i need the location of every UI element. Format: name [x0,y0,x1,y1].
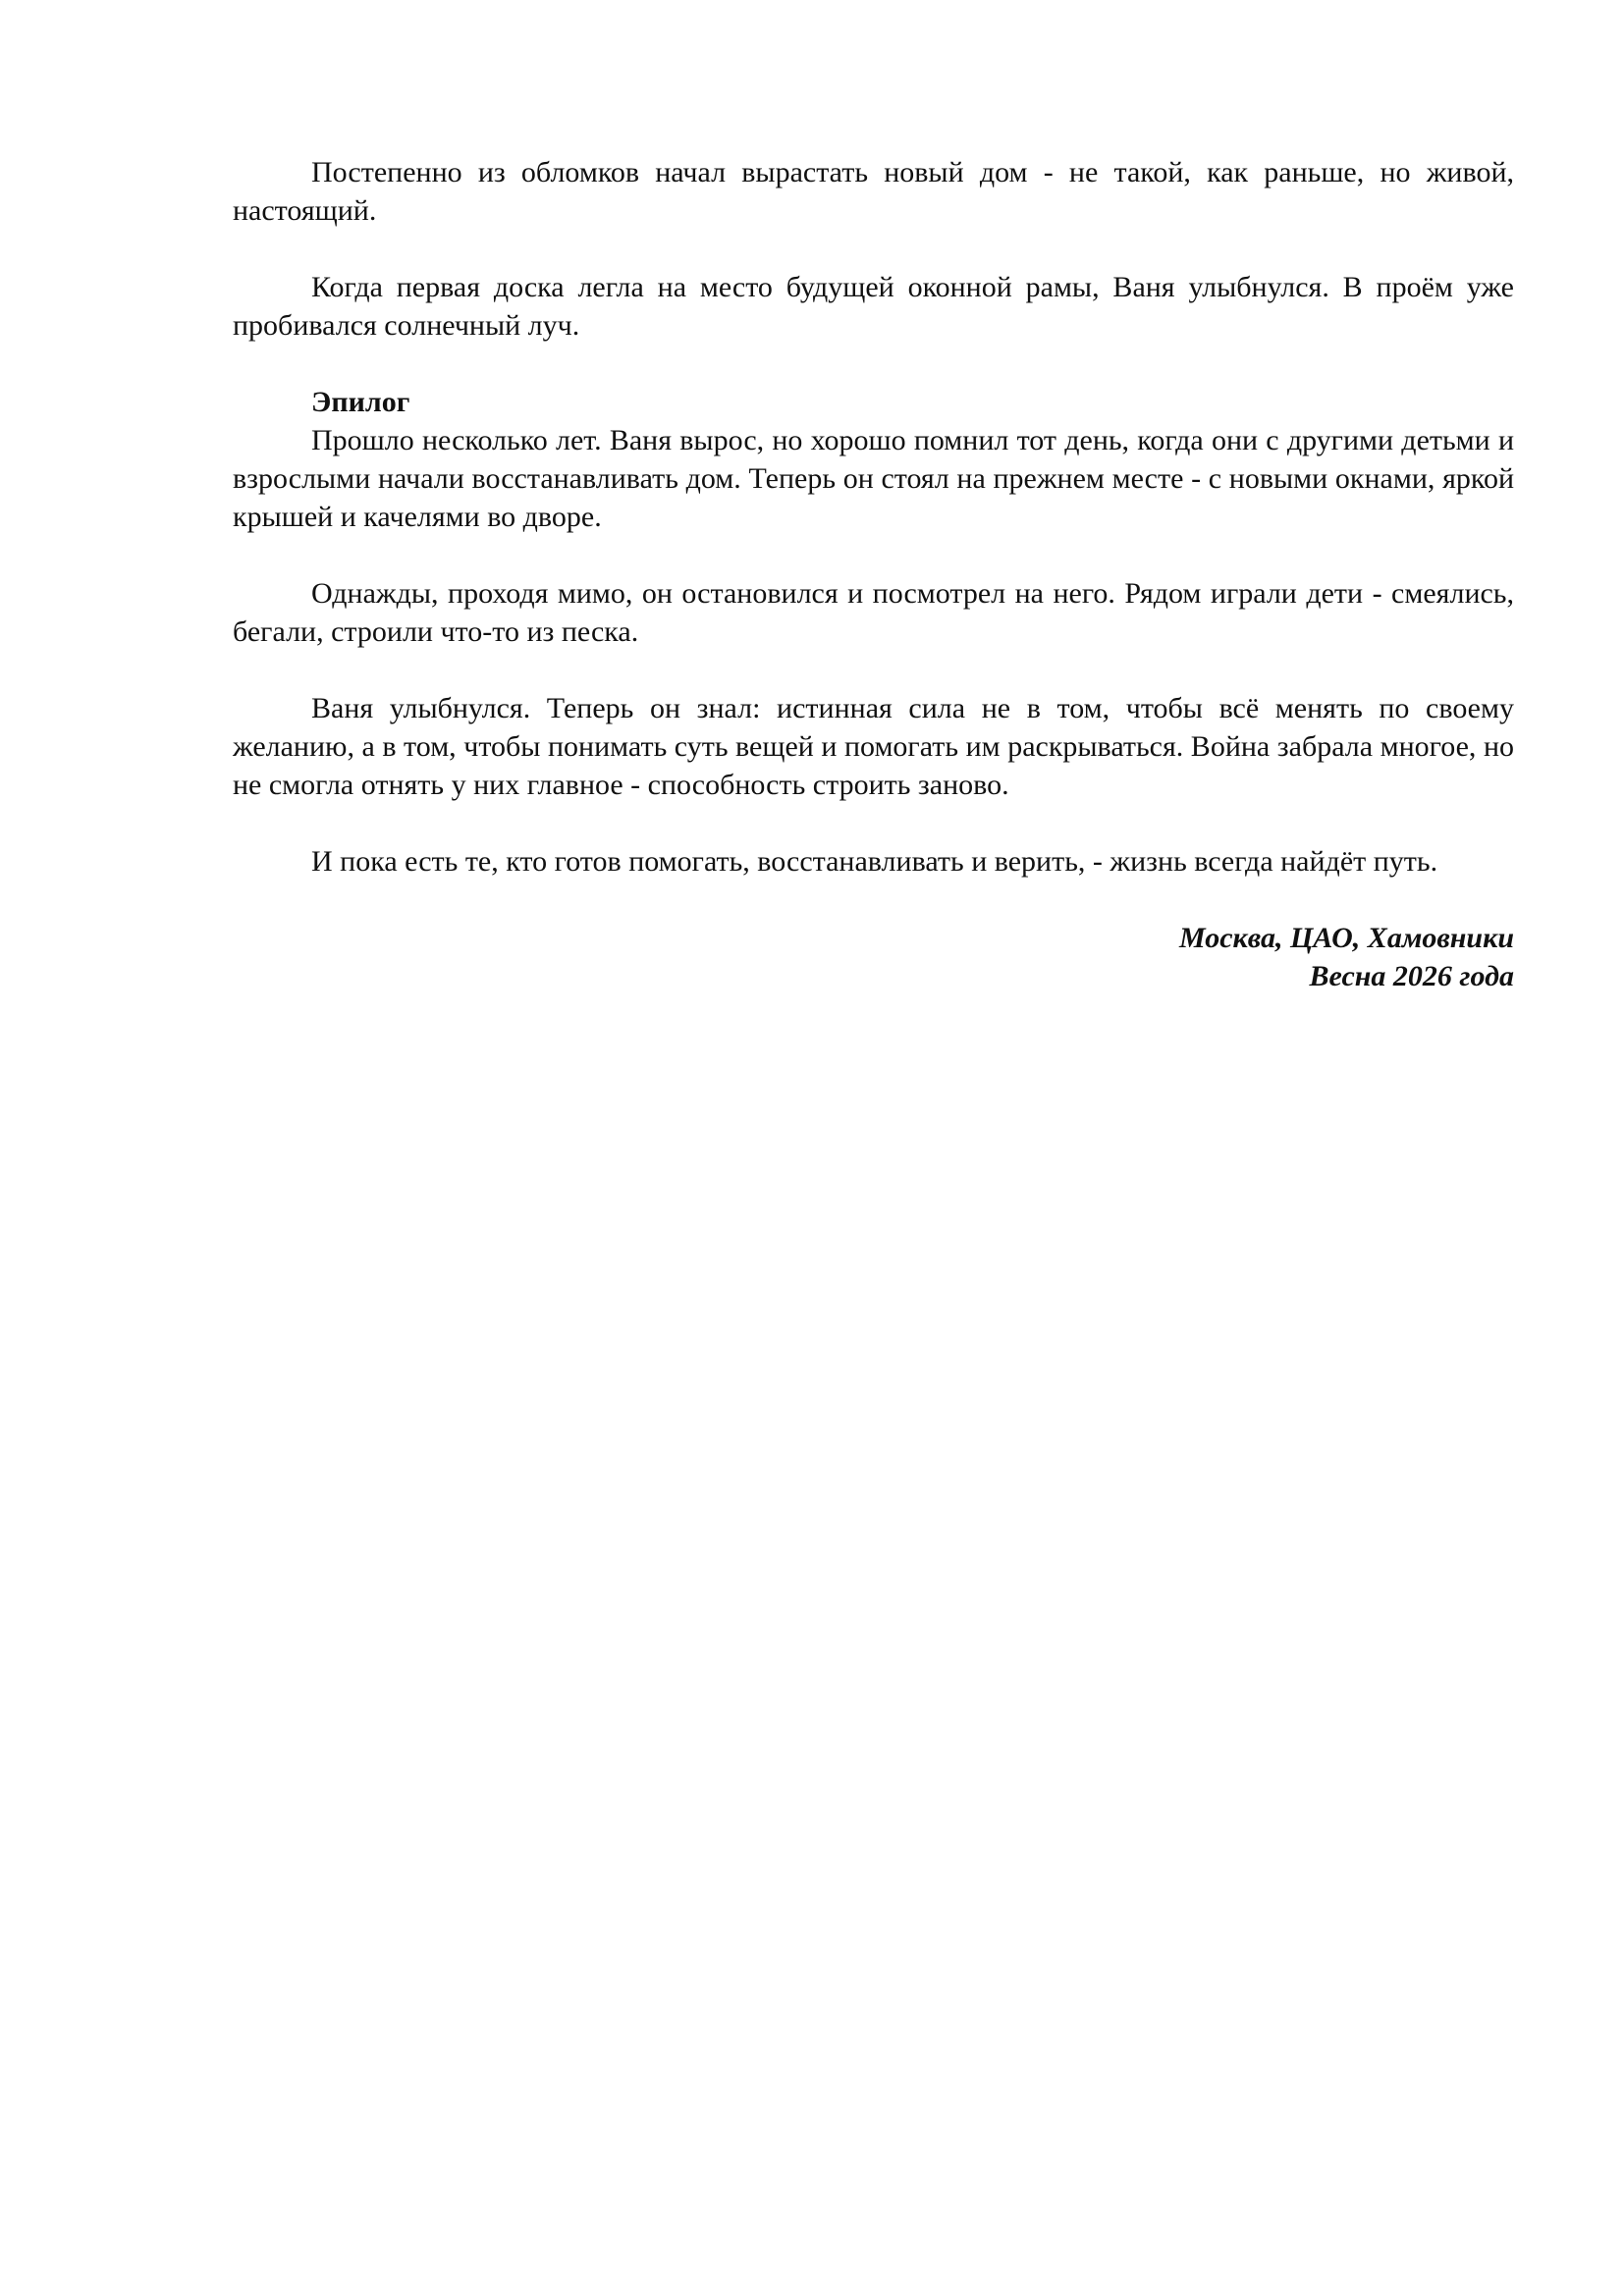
paragraph-spacer [233,804,1514,842]
paragraph: Ваня улыбнулся. Теперь он знал: истинная сила не в том, чтобы всё менять по своему желанию, а в том, чтобы понимать суть вещей и помогать им раскрываться. Война забрала многое, но не смогла отнять у них главное - способность строить заново. [233,692,1514,801]
document-body [233,153,1514,995]
paragraph-spacer [233,881,1514,919]
paragraph: Когда первая доска легла на место будущей оконной рамы, Ваня улыбнулся. В проём уже пробивался солнечный луч. [233,271,1514,342]
signature-place: Москва, ЦАО, Хамовники [1178,922,1514,954]
paragraph: Прошло несколько лет. Ваня вырос, но хорошо помнил тот день, когда они с другими детьми и взрослыми начали восстанавливать дом. Теперь он стоял на прежнем месте - с новыми окнами, яркой крышей и качелями во дворе. [233,424,1514,533]
paragraph: Постепенно из обломков начал вырастать новый дом - не такой, как раньше, но живой, настоящий. [233,156,1514,227]
epilogue-heading: Эпилог [311,386,410,418]
paragraph-spacer [233,230,1514,268]
signature-date: Весна 2026 года [1309,960,1514,992]
paragraph-spacer [233,345,1514,383]
paragraph: И пока есть те, кто готов помогать, восстанавливать и верить, - жизнь всегда найдёт путь. [311,845,1438,878]
paragraph-spacer [233,651,1514,689]
paragraph-spacer [233,536,1514,574]
paragraph: Однажды, проходя мимо, он остановился и посмотрел на него. Рядом играли дети - смеялись, бегали, строили что-то из песка. [233,577,1514,648]
